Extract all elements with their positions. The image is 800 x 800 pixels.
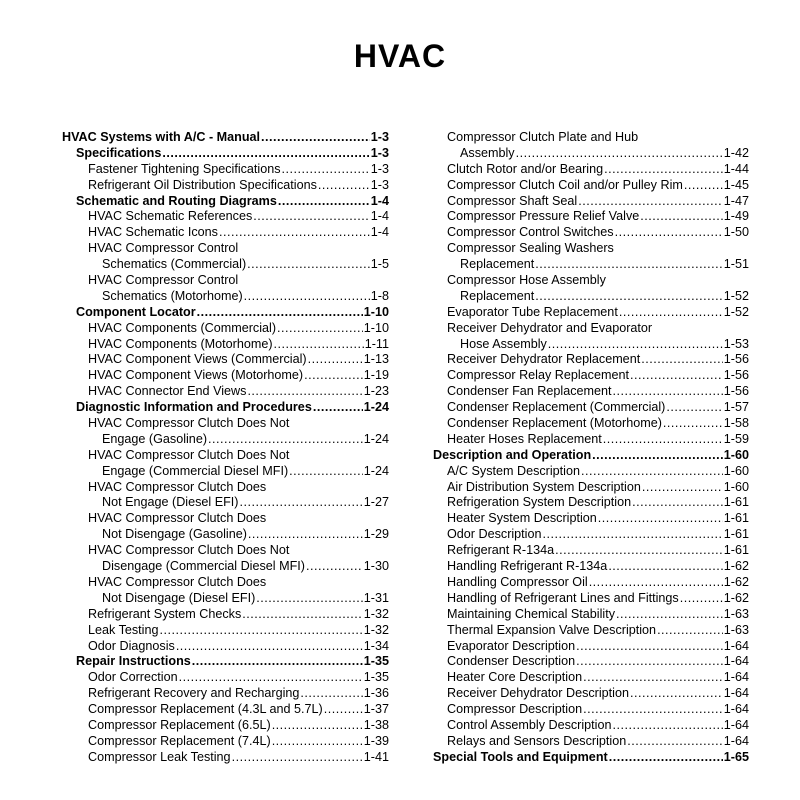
toc-page-number: 1-62 [723, 559, 749, 574]
toc-entry [433, 591, 749, 607]
toc-entry [62, 495, 389, 511]
toc-page-number: 1-63 [723, 606, 749, 621]
dot-leader [247, 384, 362, 400]
toc-entry-label: Heater Core Description [447, 670, 583, 685]
toc-entry-heading: HVAC Compressor Control [88, 241, 239, 256]
dot-leader [535, 289, 723, 305]
dot-leader [313, 400, 363, 416]
toc-page-number: 1-64 [723, 702, 749, 717]
toc-entry-label: Maintaining Chemical Stability [447, 606, 615, 621]
toc-page-number: 1-32 [363, 622, 389, 637]
dot-leader [598, 511, 723, 527]
toc-entry-label: Fastener Tightening Specifications [88, 161, 281, 176]
dot-leader [612, 718, 722, 734]
toc-entry-label: Engage (Commercial Diesel MFI) [102, 463, 289, 478]
dot-leader [548, 337, 723, 353]
toc-entry [433, 559, 749, 575]
dot-leader [642, 480, 723, 496]
toc-entry [433, 162, 749, 178]
toc-entry [62, 464, 389, 480]
toc-page-number: 1-3 [370, 161, 389, 176]
toc-page-number: 1-23 [363, 384, 389, 399]
toc-entry-label: Odor Diagnosis [88, 638, 175, 653]
toc-entry [433, 305, 749, 321]
toc-entry [433, 670, 749, 686]
toc-entry [433, 480, 749, 496]
toc-page-number: 1-50 [723, 225, 749, 240]
dot-leader [282, 162, 370, 178]
toc-right-column [433, 130, 749, 766]
toc-entry-label: Component Locator [76, 304, 196, 319]
toc-entry [62, 639, 389, 655]
toc-entry-label: Hose Assembly [460, 336, 547, 351]
toc-page-number: 1-10 [363, 320, 389, 335]
dot-leader [657, 623, 723, 639]
toc-entry-label: Compressor Clutch Coil and/or Pulley Rim [447, 177, 683, 192]
toc-entry-label: Disengage (Commercial Diesel MFI) [102, 559, 305, 574]
toc-entry [62, 686, 389, 702]
toc-page-number: 1-49 [723, 209, 749, 224]
dot-leader [244, 289, 370, 305]
toc-entry [433, 448, 749, 464]
toc-entry-label: HVAC Schematic References [88, 209, 253, 224]
dot-leader [256, 591, 362, 607]
dot-leader [630, 686, 723, 702]
dot-leader [176, 639, 363, 655]
dot-leader [242, 607, 363, 623]
toc-page-number: 1-35 [363, 670, 389, 685]
toc-page-number: 1-32 [363, 606, 389, 621]
toc-entry-label: HVAC Schematic Icons [88, 225, 218, 240]
dot-leader [261, 130, 370, 146]
toc-entry-label: HVAC Connector End Views [88, 384, 247, 399]
toc-page-number: 1-39 [363, 733, 389, 748]
toc-entry [433, 750, 749, 766]
toc-entry [62, 702, 389, 718]
toc-page-number: 1-4 [370, 209, 389, 224]
dot-leader [663, 416, 723, 432]
toc-page-number: 1-38 [363, 717, 389, 732]
toc-entry [433, 639, 749, 655]
toc-page-number: 1-60 [723, 463, 749, 478]
toc-page-number: 1-60 [723, 479, 749, 494]
toc-page-number: 1-24 [363, 463, 389, 478]
toc-page-number: 1-4 [370, 225, 389, 240]
toc-entry [62, 352, 389, 368]
toc-entry-label: HVAC Component Views (Commercial) [88, 352, 307, 367]
toc-entry [433, 575, 749, 591]
toc-entry-label: Control Assembly Description [447, 717, 612, 732]
toc-entry-label: Odor Description [447, 527, 542, 542]
toc-entry [62, 591, 389, 607]
dot-leader [592, 448, 723, 464]
toc-entry [433, 289, 749, 305]
toc-entry [62, 368, 389, 384]
toc-entry [62, 130, 389, 146]
toc-entry-label: Diagnostic Information and Procedures [76, 400, 312, 415]
dot-leader [197, 305, 363, 321]
toc-entry-label: Evaporator Tube Replacement [447, 304, 618, 319]
toc-entry [433, 734, 749, 750]
toc-entry-heading: HVAC Compressor Clutch Does Not [88, 447, 290, 462]
toc-page-number: 1-61 [723, 511, 749, 526]
toc-entry-label: HVAC Systems with A/C - Manual [62, 130, 261, 144]
toc-page-number: 1-52 [723, 288, 749, 303]
toc-entry-heading: HVAC Compressor Clutch Does [88, 574, 267, 589]
toc-page-number: 1-57 [723, 400, 749, 415]
toc-entry [433, 257, 749, 273]
toc-entry [433, 400, 749, 416]
dot-leader [666, 400, 722, 416]
dot-leader [219, 225, 370, 241]
toc-entry [433, 209, 749, 225]
toc-entry [62, 432, 389, 448]
dot-leader [615, 225, 723, 241]
toc-entry [62, 209, 389, 225]
toc-entry-label: Relays and Sensors Description [447, 733, 627, 748]
toc-entry-label: Refrigerant System Checks [88, 606, 242, 621]
dot-leader [613, 384, 723, 400]
dot-leader [641, 352, 723, 368]
toc-page-number: 1-4 [370, 193, 389, 208]
toc-entry-label: Refrigeration System Description [447, 495, 632, 510]
toc-entry-heading: Receiver Dehydrator and Evaporator [447, 320, 653, 335]
toc-page-number: 1-64 [723, 717, 749, 732]
toc-entry-heading: Compressor Hose Assembly [447, 273, 606, 288]
page-title: HVAC [353, 38, 447, 74]
toc-entry [62, 670, 389, 686]
toc-page-number: 1-3 [370, 145, 389, 160]
toc-entry [62, 734, 389, 750]
toc-entry-label: Compressor Pressure Relief Valve [447, 209, 640, 224]
toc-entry [62, 162, 389, 178]
dot-leader [576, 654, 723, 670]
toc-entry-label: Not Disengage (Diesel EFI) [102, 590, 256, 605]
toc-entry [62, 257, 389, 273]
toc-entry [62, 527, 389, 543]
toc-entry [62, 718, 389, 734]
toc-page-number: 1-60 [723, 447, 749, 462]
toc-left-column [62, 130, 389, 766]
toc-entry-label: A/C System Description [447, 463, 580, 478]
toc-entry [62, 178, 389, 194]
toc-entry [433, 337, 749, 353]
toc-page-number: 1-30 [363, 559, 389, 574]
toc-entry [62, 654, 389, 670]
dot-leader [248, 527, 363, 543]
toc-entry [62, 146, 389, 162]
toc-entry-label: Compressor Leak Testing [88, 749, 231, 764]
toc-page-number: 1-61 [723, 495, 749, 510]
toc-entry [433, 178, 749, 194]
dot-leader [619, 305, 723, 321]
toc-entry-label: Schematic and Routing Diagrams [76, 193, 277, 208]
toc-entry-label: Engage (Gasoline) [102, 431, 208, 446]
toc-entry-label: Refrigerant Recovery and Recharging [88, 686, 300, 701]
toc-entry [62, 337, 389, 353]
dot-leader [274, 337, 364, 353]
toc-entry-heading: HVAC Compressor Clutch Does Not [88, 416, 290, 431]
toc-entry [433, 146, 749, 162]
toc-entry-label: Odor Correction [88, 670, 178, 685]
toc-entry-label: Handling of Refrigerant Lines and Fittings [447, 590, 679, 605]
toc-entry-label: Assembly [460, 145, 515, 160]
toc-page-number: 1-36 [363, 686, 389, 701]
toc-entry [433, 432, 749, 448]
dot-leader [162, 146, 369, 162]
dot-leader [192, 654, 363, 670]
toc-page-number: 1-62 [723, 590, 749, 605]
toc-page-number: 1-61 [723, 543, 749, 558]
toc-entry-label: Heater Hoses Replacement [447, 431, 602, 446]
toc-page-number: 1-51 [723, 257, 749, 272]
toc-entry-label: Not Disengage (Gasoline) [102, 527, 247, 542]
dot-leader [604, 162, 723, 178]
toc-entry [433, 495, 749, 511]
toc-entry [433, 527, 749, 543]
toc-entry [62, 607, 389, 623]
toc-entry-label: Condenser Description [447, 654, 576, 669]
toc-page-number: 1-56 [723, 368, 749, 383]
toc-entry-label: HVAC Components (Motorhome) [88, 336, 273, 351]
toc-entry-label: Schematics (Commercial) [102, 257, 247, 272]
toc-page-number: 1-45 [723, 177, 749, 192]
dot-leader [253, 209, 370, 225]
dot-leader [304, 368, 363, 384]
toc-entry-label: Receiver Dehydrator Description [447, 686, 629, 701]
toc-entry [433, 654, 749, 670]
toc-entry-label: Compressor Replacement (7.4L) [88, 733, 271, 748]
toc-entry [62, 194, 389, 210]
toc-entry [433, 718, 749, 734]
toc-entry-label: Compressor Replacement (6.5L) [88, 717, 271, 732]
toc-entry-label: Leak Testing [88, 622, 159, 637]
dot-leader [159, 623, 362, 639]
toc-entry-label: Heater System Description [447, 511, 597, 526]
toc-entry-label: Special Tools and Equipment [433, 749, 608, 764]
toc-page-number: 1-41 [363, 749, 389, 764]
dot-leader [308, 352, 363, 368]
toc-entry-label: HVAC Components (Commercial) [88, 320, 277, 335]
dot-leader [247, 257, 370, 273]
toc-entry [62, 623, 389, 639]
toc-page-number: 1-52 [723, 304, 749, 319]
toc-entry [62, 400, 389, 416]
toc-entry-heading: Compressor Sealing Washers [447, 241, 614, 256]
dot-leader [278, 194, 370, 210]
toc-page-number: 1-65 [723, 749, 749, 764]
toc-entry-label: Schematics (Motorhome) [102, 288, 243, 303]
toc-entry-label: Description and Operation [433, 447, 592, 462]
toc-page-number: 1-61 [723, 527, 749, 542]
toc-entry-heading: HVAC Compressor Control [88, 273, 239, 288]
toc-page-number: 1-10 [363, 304, 389, 319]
toc-page-number: 1-37 [363, 702, 389, 717]
toc-entry [62, 321, 389, 337]
dot-leader [289, 464, 363, 480]
toc-page-number: 1-29 [363, 527, 389, 542]
dot-leader [578, 194, 723, 210]
toc-page-number: 1-64 [723, 686, 749, 701]
dot-leader [684, 178, 723, 194]
dot-leader [583, 670, 723, 686]
dot-leader [272, 718, 363, 734]
toc-entry-heading: Compressor Clutch Plate and Hub [447, 130, 639, 144]
toc-page-number: 1-64 [723, 654, 749, 669]
toc-page-number: 1-53 [723, 336, 749, 351]
toc-page-number: 1-64 [723, 638, 749, 653]
toc-entry-label: Replacement [460, 257, 535, 272]
toc-entry [62, 305, 389, 321]
toc-entry [433, 702, 749, 718]
dot-leader [535, 257, 723, 273]
toc-entry [62, 384, 389, 400]
toc-entry [433, 511, 749, 527]
toc-entry-label: Handling Refrigerant R-134a [447, 559, 608, 574]
toc-entry-heading: HVAC Compressor Clutch Does [88, 511, 267, 526]
dot-leader [589, 575, 723, 591]
toc-entry [433, 623, 749, 639]
toc-entry [433, 416, 749, 432]
toc-entry [62, 225, 389, 241]
toc-entry-label: Condenser Replacement (Motorhome) [447, 416, 662, 431]
toc-page-number: 1-11 [364, 336, 389, 351]
dot-leader [576, 639, 723, 655]
toc-page-number: 1-63 [723, 622, 749, 637]
toc-entry-label: HVAC Component Views (Motorhome) [88, 368, 304, 383]
toc-page-number: 1-62 [723, 574, 749, 589]
toc-entry [433, 225, 749, 241]
toc-entry-label: Replacement [460, 288, 535, 303]
toc-page-number: 1-58 [723, 416, 749, 431]
dot-leader [608, 559, 722, 575]
toc-page-number: 1-59 [723, 431, 749, 446]
toc-page-number: 1-13 [363, 352, 389, 367]
dot-leader [616, 607, 723, 623]
toc-entry [433, 368, 749, 384]
toc-entry [433, 352, 749, 368]
toc-entry-label: Specifications [76, 145, 162, 160]
toc-page-number: 1-24 [363, 400, 389, 415]
toc-entry-heading: HVAC Compressor Clutch Does Not [88, 543, 290, 558]
toc-page-number: 1-44 [723, 161, 749, 176]
dot-leader [240, 495, 363, 511]
toc-page-number: 1-64 [723, 733, 749, 748]
toc-page-number: 1-47 [723, 193, 749, 208]
toc-page-number: 1-56 [723, 352, 749, 367]
toc-page-number: 1-56 [723, 384, 749, 399]
dot-leader [609, 750, 723, 766]
dot-leader [581, 464, 723, 480]
dot-leader [232, 750, 363, 766]
toc-entry-label: Receiver Dehydrator Replacement [447, 352, 641, 367]
toc-entry-label: Air Distribution System Description [447, 479, 641, 494]
toc-entry [62, 750, 389, 766]
toc-entry-label: Condenser Replacement (Commercial) [447, 400, 666, 415]
toc-entry-label: Compressor Replacement (4.3L and 5.7L) [88, 702, 323, 717]
toc-page-number: 1-24 [363, 431, 389, 446]
toc-entry [433, 543, 749, 559]
dot-leader [543, 527, 723, 543]
dot-leader [318, 178, 370, 194]
dot-leader [277, 321, 363, 337]
toc-entry-label: Compressor Shaft Seal [447, 193, 578, 208]
toc-entry-label: Compressor Description [447, 702, 583, 717]
dot-leader [603, 432, 723, 448]
toc-page-number: 1-5 [370, 257, 389, 272]
dot-leader [555, 543, 723, 559]
dot-leader [583, 702, 723, 718]
toc-entry-label: Clutch Rotor and/or Bearing [447, 161, 604, 176]
toc-page-number: 1-64 [723, 670, 749, 685]
toc-entry [62, 559, 389, 575]
toc-page-number: 1-3 [370, 130, 389, 144]
dot-leader [627, 734, 723, 750]
toc-page-number: 1-31 [363, 590, 389, 605]
dot-leader [516, 146, 723, 162]
dot-leader [640, 209, 723, 225]
dot-leader [324, 702, 363, 718]
toc-entry [433, 194, 749, 210]
toc-entry-heading: HVAC Compressor Clutch Does [88, 479, 267, 494]
dot-leader [208, 432, 363, 448]
toc-entry-label: Repair Instructions [76, 654, 191, 669]
toc-entry [433, 384, 749, 400]
dot-leader [630, 368, 723, 384]
toc-entry-label: Compressor Relay Replacement [447, 368, 629, 383]
toc-entry-label: Evaporator Description [447, 638, 576, 653]
toc-entry-label: Refrigerant R-134a [447, 543, 555, 558]
dot-leader [306, 559, 363, 575]
toc-page-number: 1-19 [363, 368, 389, 383]
toc-entry [433, 686, 749, 702]
dot-leader [179, 670, 363, 686]
dot-leader [300, 686, 362, 702]
toc-entry-label: Not Engage (Diesel EFI) [102, 495, 239, 510]
dot-leader [272, 734, 363, 750]
toc-entry-label: Compressor Control Switches [447, 225, 614, 240]
toc-entry-label: Condenser Fan Replacement [447, 384, 612, 399]
toc-page-number: 1-3 [370, 177, 389, 192]
toc-entry [433, 607, 749, 623]
toc-entry-label: Handling Compressor Oil [447, 574, 588, 589]
toc-page-number: 1-8 [370, 288, 389, 303]
dot-leader [680, 591, 723, 607]
toc-page-number: 1-27 [363, 495, 389, 510]
dot-leader [632, 495, 723, 511]
toc-page-number: 1-42 [723, 145, 749, 160]
toc-entry-label: Refrigerant Oil Distribution Specifications [88, 177, 317, 192]
toc-entry [433, 464, 749, 480]
toc-entry-label: Thermal Expansion Valve Description [447, 622, 657, 637]
toc-page-number: 1-35 [363, 654, 389, 669]
toc-page-number: 1-34 [363, 638, 389, 653]
toc-entry [62, 289, 389, 305]
